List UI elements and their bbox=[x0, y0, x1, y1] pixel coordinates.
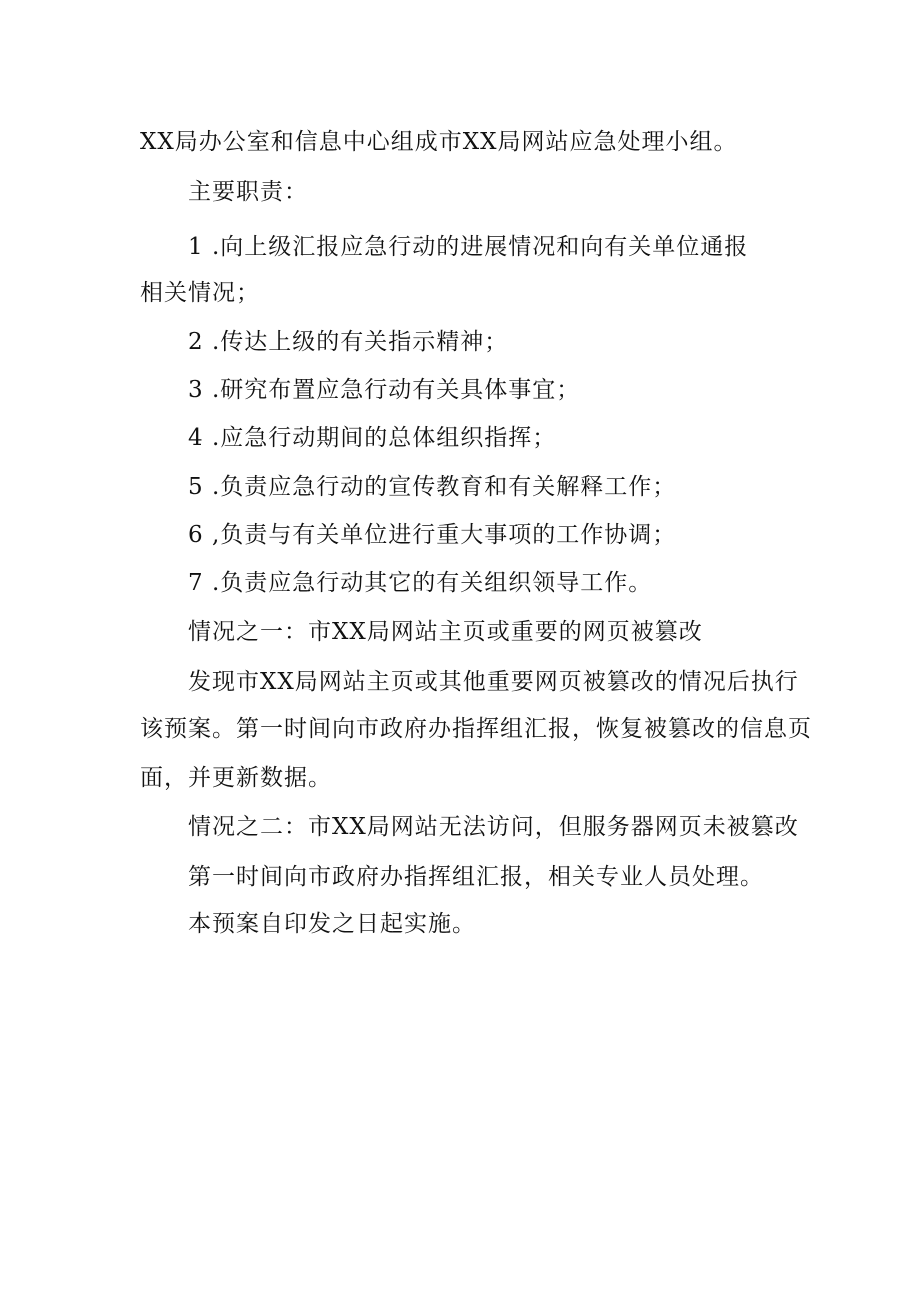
scenario-heading: 情况之二：市XX局网站无法访问，但服务器网页未被篡改 bbox=[188, 814, 799, 840]
section-heading: 主要职责： bbox=[188, 179, 308, 205]
list-item: 2 .传达上级的有关指示精神； bbox=[188, 329, 509, 355]
paragraph-line: XX局办公室和信息中心组成市XX局网站应急处理小组。 bbox=[140, 129, 738, 155]
list-item: 7 .负责应急行动其它的有关组织领导工作。 bbox=[188, 570, 653, 596]
scenario-heading: 情况之一：市XX局网站主页或重要的网页被篡改 bbox=[188, 619, 703, 645]
paragraph-line: 该预案。第一时间向市政府办指挥组汇报，恢复被篡改的信息页 bbox=[140, 716, 812, 742]
list-item: 6 ,负责与有关单位进行重大事项的工作协调； bbox=[188, 522, 677, 548]
list-item: 4 .应急行动期间的总体组织指挥； bbox=[188, 425, 557, 451]
list-item-continuation: 相关情况； bbox=[140, 280, 260, 306]
list-item: 3 .研究布置应急行动有关具体事宜； bbox=[188, 377, 581, 403]
list-item: 5 .负责应急行动的宣传教育和有关解释工作； bbox=[188, 474, 677, 500]
paragraph-line: 本预案自印发之日起实施。 bbox=[188, 911, 476, 937]
paragraph-line: 面，并更新数据。 bbox=[140, 765, 332, 791]
paragraph-line: 第一时间向市政府办指挥组汇报，相关专业人员处理。 bbox=[188, 864, 764, 890]
list-item: 1 .向上级汇报应急行动的进展情况和向有关单位通报 bbox=[188, 234, 749, 260]
paragraph-line: 发现市XX局网站主页或其他重要网页被篡改的情况后执行 bbox=[188, 669, 799, 695]
